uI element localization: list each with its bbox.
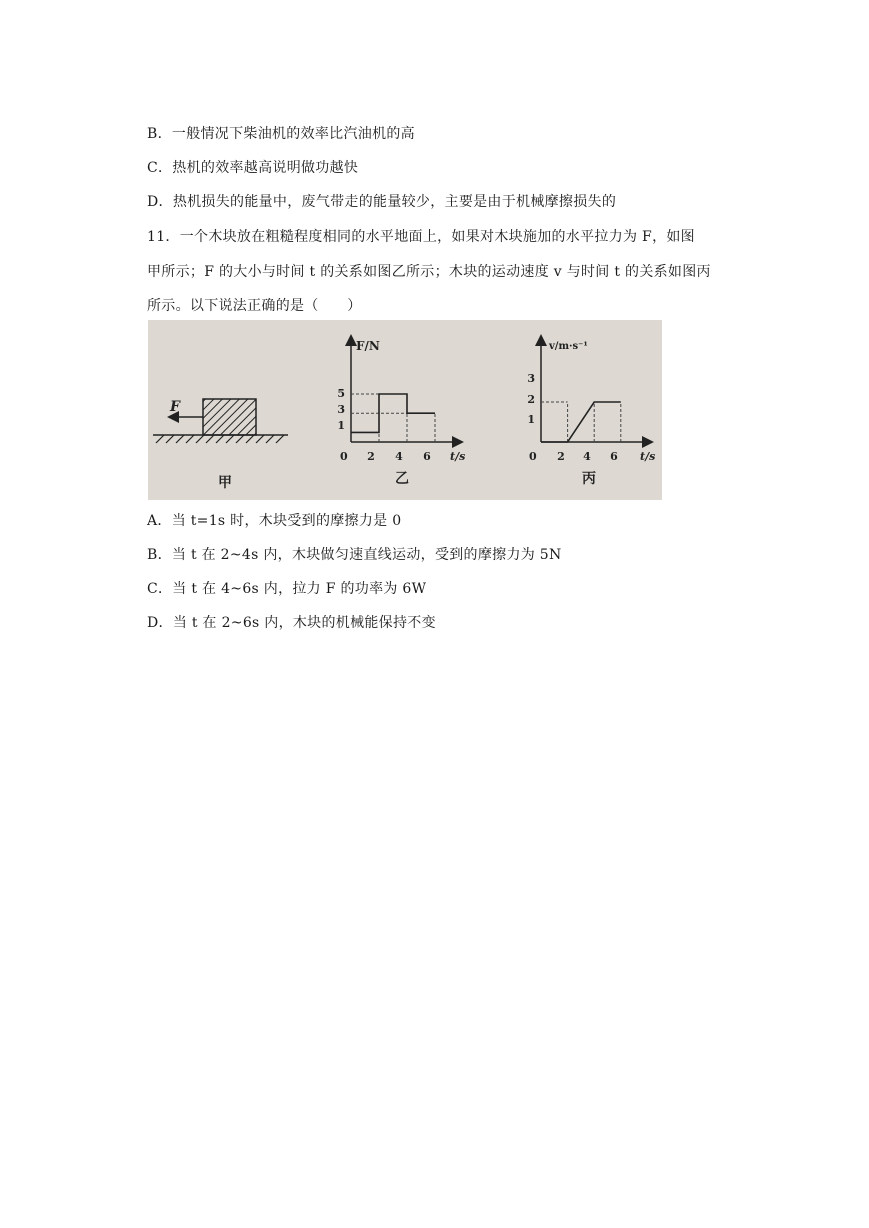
yi-xtick-6: 6: [423, 450, 431, 463]
chart-bing: [527, 337, 655, 487]
question-line-3: 所示。以下说法正确的是（ ）: [147, 298, 362, 314]
yi-ytick-3: 3: [337, 403, 345, 416]
bing-origin: 0: [529, 450, 537, 463]
question-figure: [148, 320, 662, 500]
bing-xtick-2: 2: [557, 450, 565, 463]
option-a: A．当 t=1s 时，木块受到的摩擦力是 0: [147, 513, 402, 529]
yi-ytick-5: 5: [337, 387, 345, 400]
wood-block: [203, 399, 256, 435]
bing-xtick-4: 4: [583, 450, 591, 463]
bing-xtick-6: 6: [610, 450, 618, 463]
option-c-prev: C．热机的效率越高说明做功越快: [147, 160, 359, 176]
bing-xlabel: t/s: [640, 450, 656, 463]
option-d-prev: D．热机损失的能量中，废气带走的能量较少，主要是由于机械摩擦损失的: [147, 194, 617, 210]
bing-ytick-2: 2: [527, 393, 535, 406]
option-c: C．当 t 在 4~6s 内，拉力 F 的功率为 6W: [147, 581, 427, 597]
option-b: B．当 t 在 2~4s 内，木块做匀速直线运动，受到的摩擦力为 5N: [147, 547, 562, 563]
panel-jia: [153, 399, 288, 491]
caption-jia: 甲: [218, 475, 232, 491]
yi-guides: [351, 394, 435, 442]
ground-hatch: [156, 435, 284, 443]
bing-ytick-3: 3: [527, 372, 535, 385]
question-line-1: 11．一个木块放在粗糙程度相同的水平地面上，如果对木块施加的水平拉力为 F，如图: [147, 229, 695, 245]
bing-ytick-1: 1: [527, 413, 535, 426]
force-label: F: [170, 399, 180, 415]
figure-svg: [148, 320, 662, 500]
caption-bing: 丙: [582, 471, 596, 487]
caption-yi: 乙: [395, 471, 409, 487]
option-d: D．当 t 在 2~6s 内，木块的机械能保持不变: [147, 615, 436, 631]
yi-origin: 0: [340, 450, 348, 463]
yi-xtick-4: 4: [395, 450, 403, 463]
yi-ylabel: F/N: [356, 339, 380, 353]
yi-ytick-1: 1: [337, 419, 345, 432]
yi-xtick-2: 2: [367, 450, 375, 463]
bing-ylabel: v/m·s⁻¹: [549, 341, 588, 352]
chart-yi: [337, 337, 465, 487]
yi-xlabel: t/s: [450, 450, 466, 463]
question-line-2: 甲所示；F 的大小与时间 t 的关系如图乙所示；木块的运动速度 v 与时间 t 的关系如图丙: [147, 264, 711, 280]
option-b-prev: B．一般情况下柴油机的效率比汽油机的高: [147, 126, 415, 142]
bing-series-line: [541, 402, 621, 442]
